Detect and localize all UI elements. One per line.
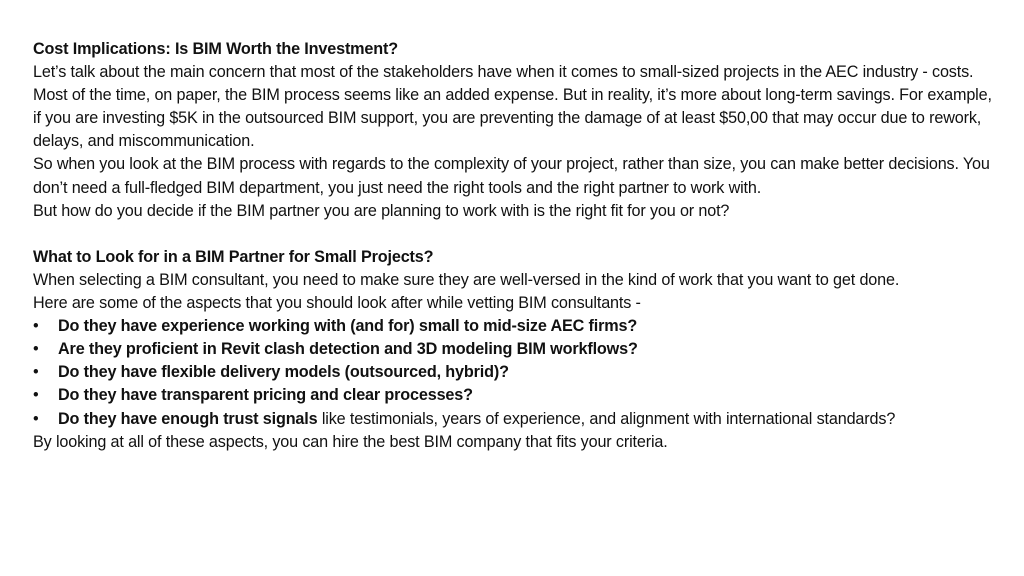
bim-partner-section <box>33 246 994 454</box>
list-item-bold: Do they have flexible delivery models (outsourced, hybrid)? <box>58 363 509 382</box>
list-item <box>33 361 994 384</box>
bullet-icon: • <box>33 363 39 382</box>
bullet-icon: • <box>33 409 39 428</box>
section-spacer <box>33 223 994 246</box>
paragraph-complexity: So when you look at the BIM process with regards to the complexity of your project, rather than size, you can make better decisions. You don’t need a full-fledged BIM department, you just need the right tools and the right partner to work with. <box>33 155 990 197</box>
list-item <box>33 338 994 361</box>
paragraph-selecting-consultant: When selecting a BIM consultant, you need to make sure they are well-versed in the kind of work that you want to get done. <box>33 270 900 289</box>
section-heading-partner: What to Look for in a BIM Partner for Small Projects? <box>33 247 434 266</box>
paragraph-closing: By looking at all of these aspects, you can hire the best BIM company that fits your criteria. <box>33 432 668 451</box>
list-item-bold: Do they have transparent pricing and clear processes? <box>58 386 473 405</box>
paragraph-aspects-lead: Here are some of the aspects that you should look after while vetting BIM consultants - <box>33 294 641 313</box>
paragraph-long-term-savings: Most of the time, on paper, the BIM process seems like an added expense. But in reality, it’s more about long-term savings. For example, if you are investing $5K in the outsourced BIM support, you are preventing the damage of at least $50,00 that may occur due to rework, delays, and miscommunication. <box>33 86 992 151</box>
bullet-icon: • <box>33 386 39 405</box>
bullet-icon: • <box>33 340 39 359</box>
paragraph-right-fit-question: But how do you decide if the BIM partner you are planning to work with is the right fit for you or not? <box>33 201 730 220</box>
list-item-bold: Are they proficient in Revit clash detection and 3D modeling BIM workflows? <box>58 340 638 359</box>
bullet-icon: • <box>33 317 39 336</box>
list-item <box>33 408 994 431</box>
paragraph-main-concern: Let’s talk about the main concern that most of the stakeholders have when it comes to small-sized projects in the AEC industry - costs. <box>33 63 974 82</box>
list-item <box>33 315 994 338</box>
list-item-bold: Do they have enough trust signals <box>58 409 318 428</box>
aspects-list <box>33 315 994 430</box>
cost-implications-section <box>33 38 994 223</box>
section-heading-cost: Cost Implications: Is BIM Worth the Investment? <box>33 40 398 58</box>
list-item-rest: like testimonials, years of experience, and alignment with international standards? <box>317 409 896 428</box>
list-item-bold: Do they have experience working with (and for) small to mid-size AEC firms? <box>58 317 638 336</box>
list-item <box>33 384 994 407</box>
